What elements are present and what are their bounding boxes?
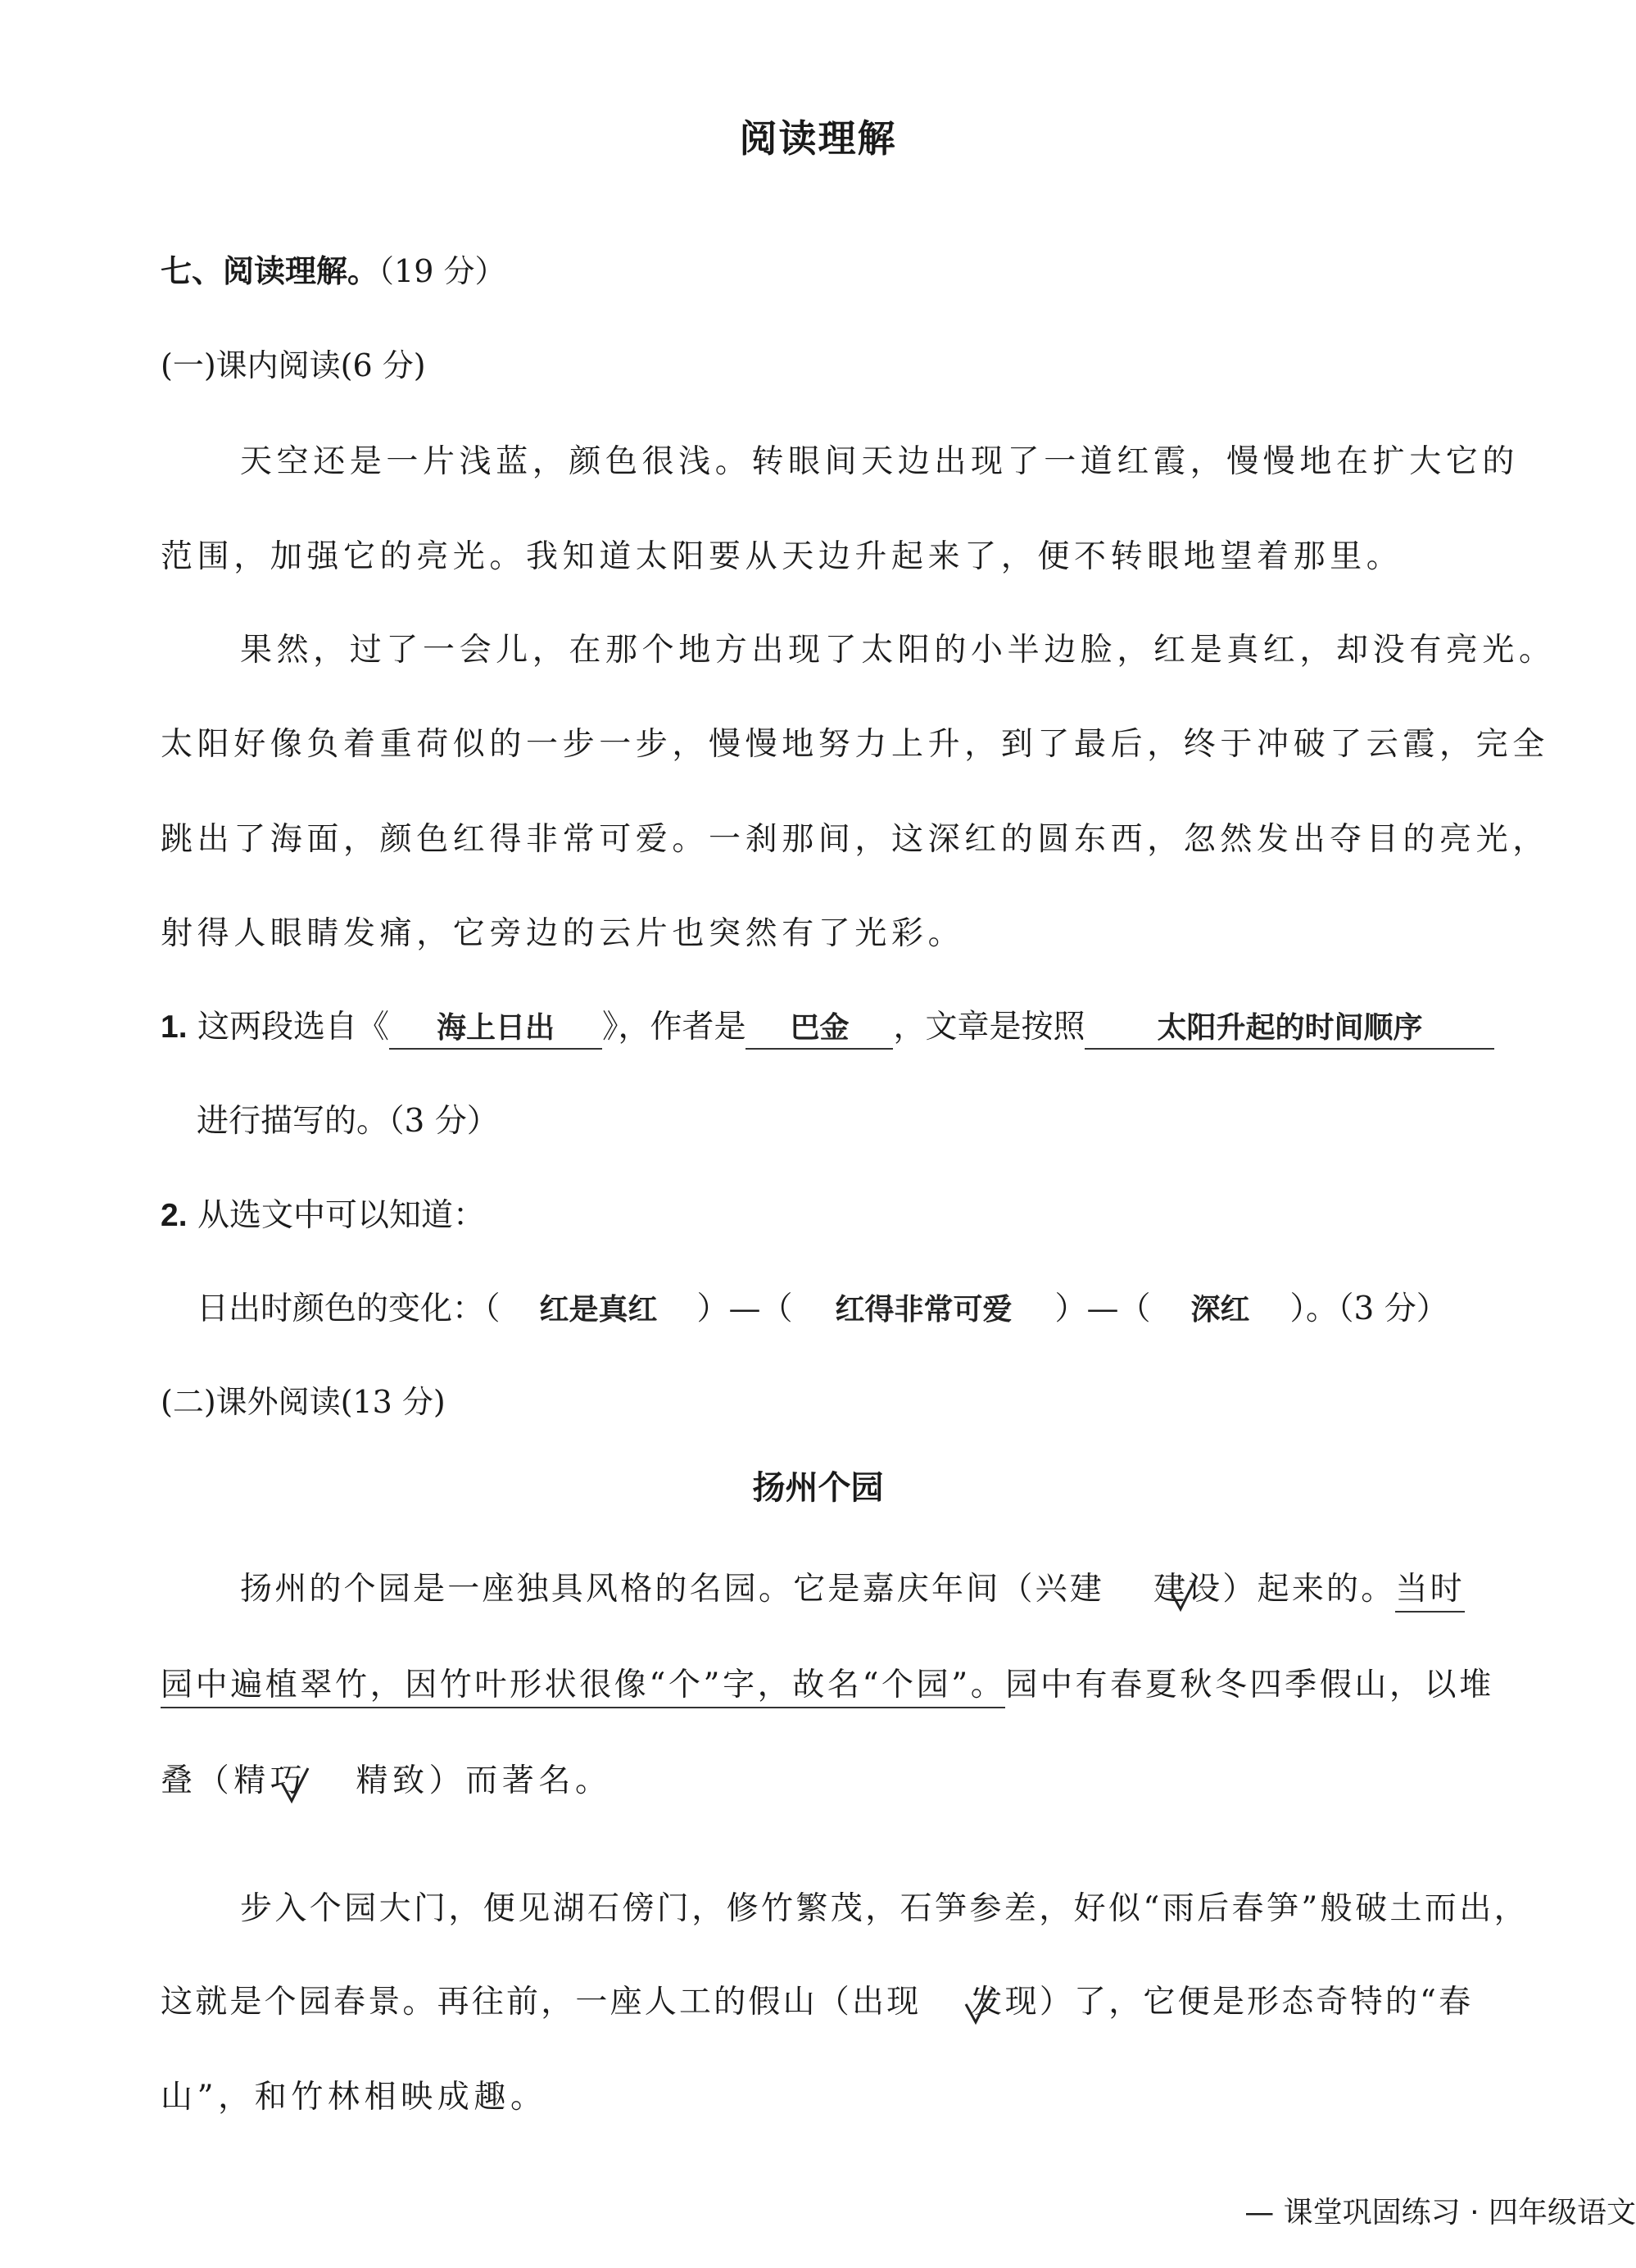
story-line-1-text-b: ）起来的。	[1222, 1571, 1396, 1608]
passage-line-1: 天空还是一片浅蓝，颜色很浅。转眼间天边出现了一道红霞，慢慢地在扩大它的	[240, 443, 1520, 480]
page-title: 阅读理解	[739, 116, 897, 161]
answer-blank-order[interactable]: 太阳升起的时间顺序	[1085, 1005, 1494, 1050]
answer-color-2[interactable]: 红得非常可爱	[835, 1293, 1013, 1327]
word-option-xingjian[interactable]: 兴建	[1035, 1571, 1105, 1608]
story-line-6: 山”，和竹林相映成趣。	[161, 2079, 547, 2116]
question-1-text-b: 》，作者是	[601, 1009, 746, 1046]
question-2-answer-line	[197, 1283, 1448, 1329]
story-line-1-text-a: 扬州的个园是一座独具风格的名园。它是嘉庆年间（	[240, 1571, 1036, 1608]
question-1-text-c: ，文章是按照	[893, 1009, 1085, 1046]
word-option-faxian[interactable]: 发现	[970, 1984, 1040, 2021]
story-line-1	[240, 1563, 1465, 1609]
question-1-text-a: 这两段选自《	[197, 1009, 389, 1046]
question-2-text: 从选文中可以知道：	[197, 1197, 485, 1234]
passage-line-3: 果然，过了一会儿，在那个地方出现了太阳的小半边脸，红是真红，却没有亮光。	[240, 632, 1556, 669]
underlined-sentence-start: 当时	[1395, 1571, 1464, 1613]
section-heading-text: 七、阅读理解。	[161, 253, 379, 289]
footer-label: — 课堂巩固练习 · 四年级语文	[1244, 2196, 1636, 2229]
answer-blank-title[interactable]: 海上日出	[389, 1005, 602, 1050]
passage-line-6: 射得人眼睛发痛，它旁边的云片也突然有了光彩。	[161, 915, 965, 952]
passage-line-5: 跳出了海面，颜色红得非常可爱。一刹那间，这深红的圆东西，忽然发出夺目的亮光，	[161, 821, 1549, 858]
question-2-number: 2.	[161, 1198, 188, 1233]
answer-color-3[interactable]: 深红	[1190, 1293, 1250, 1327]
story-line-4: 步入个园大门，便见湖石傍门，修竹繁茂，石笋参差，好似“雨后春笋”般破土而出，	[240, 1890, 1530, 1927]
question-1-continuation: 进行描写的。（3 分）	[197, 1103, 499, 1140]
question-2-end: ）。（3 分）	[1289, 1290, 1448, 1327]
answer-blank-author[interactable]: 巴金	[745, 1005, 893, 1050]
separator-1: ）—（	[696, 1290, 793, 1327]
passage-line-4: 太阳好像负着重荷似的一步一步，慢慢地努力上升，到了最后，终于冲破了云霞，完全	[161, 726, 1549, 763]
part1-heading: (一)课内阅读(6 分)	[161, 347, 426, 383]
part2-heading: (二)课外阅读(13 分)	[161, 1384, 446, 1420]
story-line-5-text-b: ）了，它便是形态奇特的“春	[1039, 1984, 1474, 2021]
story-line-2-rest: 园中有春夏秋冬四季假山，以堆	[1005, 1667, 1494, 1703]
section-heading	[161, 246, 505, 291]
question-1	[161, 1001, 1494, 1050]
color-change-label: 日出时颜色的变化：（	[197, 1290, 501, 1327]
question-1-number: 1.	[161, 1009, 188, 1045]
word-option-chuxian[interactable]: 出现	[852, 1984, 922, 2021]
question-2	[161, 1190, 485, 1236]
story-line-3-text-a: 叠（	[161, 1762, 234, 1799]
story-line-3	[161, 1755, 612, 1801]
word-option-jingqiao[interactable]: 精巧	[233, 1762, 307, 1799]
story-line-5	[161, 1976, 1473, 2022]
handwritten-check-icon	[1167, 1573, 1200, 1614]
handwritten-check-icon	[963, 1986, 995, 2027]
separator-2: ）—（	[1054, 1290, 1151, 1327]
section-score: （19 分）	[378, 253, 506, 289]
story-title: 扬州个园	[752, 1469, 884, 1507]
answer-color-1[interactable]: 红是真红	[539, 1293, 658, 1327]
story-line-3-text-b: ）而著名。	[428, 1762, 612, 1799]
handwritten-check-icon	[279, 1765, 311, 1806]
word-option-jianshe[interactable]: 建设	[1153, 1571, 1223, 1608]
word-option-jingzhi[interactable]: 精致	[356, 1762, 429, 1799]
story-line-5-text-a: 这就是个园春景。再往前，一座人工的假山（	[161, 1984, 853, 2021]
story-line-2	[161, 1659, 1494, 1705]
underlined-sentence: 园中遍植翠竹，因竹叶形状很像“个”字，故名“个园”。	[161, 1667, 1005, 1708]
passage-line-2: 范围，加强它的亮光。我知道太阳要从天边升起来了，便不转眼地望着那里。	[161, 538, 1403, 575]
